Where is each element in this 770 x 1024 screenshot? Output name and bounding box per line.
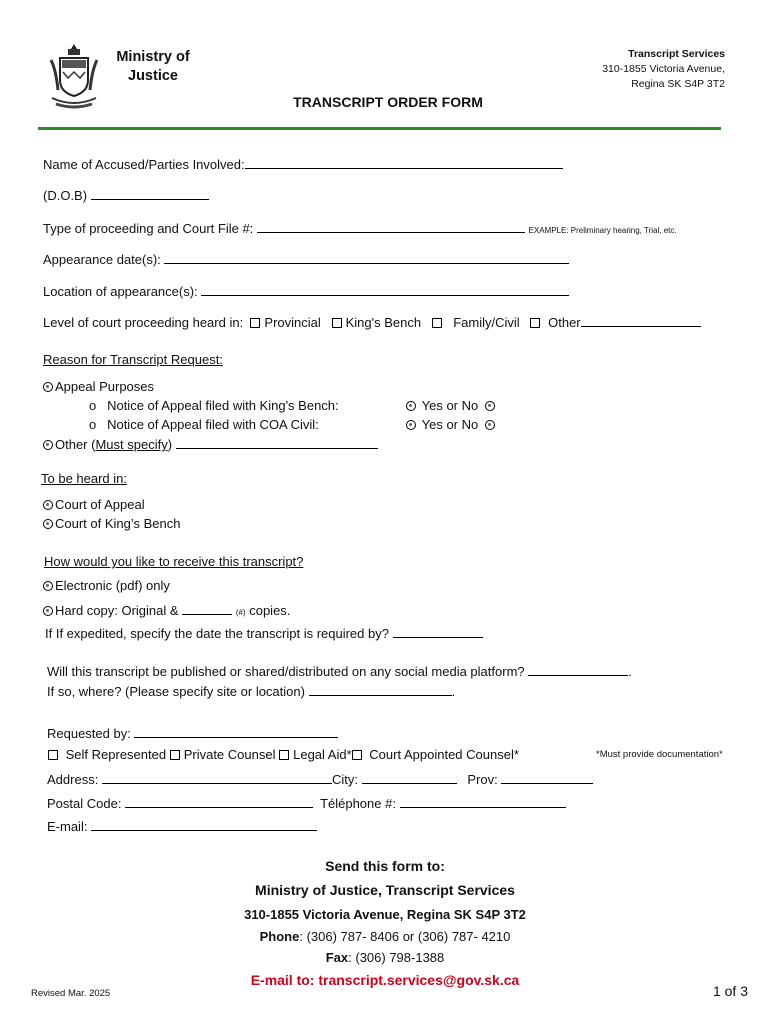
radio-coa-yes[interactable] <box>406 420 416 430</box>
office-street: 310-1855 Victoria Avenue, <box>602 63 725 75</box>
phone-input[interactable] <box>400 795 566 808</box>
notice-coa-yesno <box>406 417 497 432</box>
appeal-label: Appeal Purposes <box>55 379 155 394</box>
requested-input[interactable] <box>134 725 338 738</box>
email-link[interactable]: E-mail to: transcript.services@gov.sk.ca <box>250 972 520 988</box>
copies-input[interactable] <box>182 602 232 615</box>
court-of-appeal-label: Court of Appeal <box>55 497 145 512</box>
expedited-label: If If expedited, specify the date the transcript is required by? <box>45 626 389 641</box>
send-to-address: 310-1855 Victoria Avenue, Regina SK S4P 3T2 <box>244 907 526 922</box>
level-kings-bench: King's Bench <box>345 315 422 330</box>
revised-date: Revised Mar. 2025 <box>31 988 111 999</box>
copies-label: copies. <box>249 603 291 618</box>
social-q1-row <box>47 663 632 679</box>
expedited-date-input[interactable] <box>393 625 483 638</box>
expedited-row <box>45 625 483 641</box>
court-appointed-label: Court Appointed Counsel* <box>369 747 519 762</box>
location-label: Location of appearance(s): <box>43 284 198 299</box>
dob-input[interactable] <box>91 187 209 200</box>
radio-electronic[interactable] <box>43 581 53 591</box>
checkbox-other[interactable] <box>530 318 540 328</box>
notice-kb-label: Notice of Appeal filed with King's Bench: <box>107 398 339 413</box>
form-title: TRANSCRIPT ORDER FORM <box>293 94 483 110</box>
social-where-input[interactable] <box>309 683 452 696</box>
checkbox-court-appointed[interactable] <box>352 750 362 760</box>
proceeding-row <box>43 220 677 236</box>
notice-kb-yesno <box>406 398 497 413</box>
other-must-specify: Must specify <box>95 437 168 452</box>
email-row <box>47 818 317 834</box>
send-to-heading: Send this form to: <box>325 858 445 874</box>
self-label: Self Represented <box>65 747 167 762</box>
notice-coa-row <box>89 417 319 432</box>
electronic-label: Electronic (pdf) only <box>55 578 170 593</box>
address-row <box>47 771 593 787</box>
fax-number: : (306) 798-1388 <box>348 950 445 965</box>
ministry-line-2: Justice <box>128 68 178 84</box>
level-other: Other <box>548 315 581 330</box>
other-label: Other ( <box>55 437 96 452</box>
address-label: Address: <box>47 772 99 787</box>
fax-label-bold: Fax <box>325 950 349 965</box>
heard-heading: To be heard in: <box>41 471 128 486</box>
yes-no-label: Yes or No <box>421 398 479 413</box>
postal-label: Postal Code: <box>47 796 122 811</box>
radio-other[interactable] <box>43 440 53 450</box>
level-label: Level of court proceeding heard in: <box>43 315 244 330</box>
name-label: Name of Accused/Parties Involved: <box>43 157 245 172</box>
radio-appeal[interactable] <box>43 382 53 392</box>
level-provincial: Provincial <box>264 315 321 330</box>
phone-numbers: : (306) 787- 8406 or (306) 787- 4210 <box>299 929 511 944</box>
dob-label: (D.O.B) <box>43 188 88 203</box>
checkbox-self[interactable] <box>48 750 58 760</box>
reason-other-row <box>43 436 378 452</box>
radio-hardcopy[interactable] <box>43 606 53 616</box>
represented-row <box>48 747 519 762</box>
proceeding-label: Type of proceeding and Court File #: <box>43 221 254 236</box>
hash-label: (#) <box>235 608 246 617</box>
legal-aid-label: Legal Aid* <box>293 747 352 762</box>
ministry-line-1: Ministry of <box>116 49 190 65</box>
receive-heading: How would you like to receive this transcript? <box>44 554 304 569</box>
level-other-input[interactable] <box>581 314 701 327</box>
prov-label: Prov: <box>467 772 498 787</box>
radio-kb-no[interactable] <box>485 401 495 411</box>
checkbox-provincial[interactable] <box>250 318 260 328</box>
social-q1-end: . <box>628 664 632 679</box>
social-q2-end: . <box>451 684 456 699</box>
bullet-icon: o <box>89 417 97 432</box>
level-row <box>43 314 701 330</box>
social-answer-input[interactable] <box>528 663 628 676</box>
yes-no-label: Yes or No <box>421 417 479 432</box>
location-row <box>43 283 569 299</box>
social-question: Will this transcript be published or shared/distributed on any social media platform? <box>47 664 525 679</box>
send-to-org: Ministry of Justice, Transcript Services <box>255 882 515 898</box>
appearance-label: Appearance date(s): <box>43 252 161 267</box>
proceeding-example: EXAMPLE: Preliminary hearing, Trial, etc. <box>528 226 677 235</box>
social-q2-row <box>47 683 455 699</box>
city-label: City: <box>331 772 358 787</box>
city-input[interactable] <box>362 771 457 784</box>
phone-label-bold: Phone <box>259 929 300 944</box>
office-name: Transcript Services <box>628 48 725 60</box>
radio-court-kings-bench[interactable] <box>43 519 53 529</box>
bullet-icon: o <box>89 398 97 413</box>
reason-other-input[interactable] <box>176 436 378 449</box>
name-row <box>43 156 563 172</box>
requested-row <box>47 725 338 741</box>
hardcopy-row <box>43 602 290 618</box>
level-family-civil: Family/Civil <box>453 315 520 330</box>
send-to-phone <box>0 929 770 944</box>
header-divider <box>38 127 721 130</box>
other-close: ) <box>167 437 173 452</box>
prov-input[interactable] <box>501 771 593 784</box>
appearance-input[interactable] <box>164 251 569 264</box>
radio-coa-no[interactable] <box>485 420 495 430</box>
page-number: 1 of 3 <box>712 983 748 999</box>
electronic-row <box>43 578 170 593</box>
email-label: E-mail: <box>47 819 88 834</box>
office-address <box>602 47 725 92</box>
postal-input[interactable] <box>125 795 313 808</box>
heard-coa-row <box>43 497 145 512</box>
name-input[interactable] <box>245 156 563 169</box>
checkbox-private[interactable] <box>170 750 180 760</box>
checkbox-kings-bench[interactable] <box>332 318 342 328</box>
hardcopy-label: Hard copy: Original & <box>55 603 179 618</box>
dob-row <box>43 187 209 203</box>
documentation-note: *Must provide documentation* <box>596 749 723 760</box>
postal-row <box>47 795 566 811</box>
phone-label: Téléphone #: <box>320 796 396 811</box>
notice-coa-label: Notice of Appeal filed with COA Civil: <box>107 417 319 432</box>
checkbox-legal-aid[interactable] <box>279 750 289 760</box>
requested-label: Requested by: <box>47 726 131 741</box>
proceeding-input[interactable] <box>257 220 525 233</box>
heard-kb-row <box>43 516 181 531</box>
notice-kb-row <box>89 398 339 413</box>
private-label: Private Counsel <box>183 747 276 762</box>
location-input[interactable] <box>201 283 569 296</box>
address-input[interactable] <box>102 771 332 784</box>
checkbox-family-civil[interactable] <box>432 318 442 328</box>
radio-court-of-appeal[interactable] <box>43 500 53 510</box>
email-input[interactable] <box>91 818 317 831</box>
court-kings-bench-label: Court of King’s Bench <box>55 516 181 531</box>
appeal-row <box>43 379 154 394</box>
radio-kb-yes[interactable] <box>406 401 416 411</box>
ministry-name <box>108 48 198 86</box>
reason-heading: Reason for Transcript Request: <box>43 352 223 367</box>
social-where-label: If so, where? (Please specify site or location) <box>47 684 305 699</box>
send-to-fax <box>0 950 770 965</box>
office-city: Regina SK S4P 3T2 <box>631 78 725 90</box>
appearance-row <box>43 251 569 267</box>
